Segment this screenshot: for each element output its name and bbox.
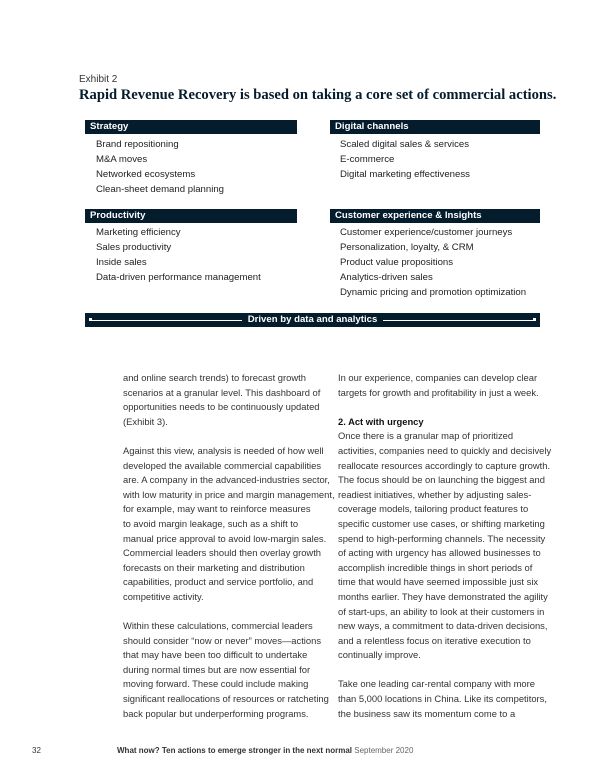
text-line: Within these calculations, commercial leaders [123, 620, 313, 632]
text-line: that may have been too difficult to undertake [123, 649, 308, 661]
group-item: Data-driven performance management [96, 272, 261, 283]
group-items-strategy [96, 137, 224, 197]
text-line: during normal times but are now essential for [123, 663, 311, 675]
paragraph [123, 619, 333, 721]
group-item: Clean-sheet demand planning [96, 184, 225, 195]
group-header-digital-channels: Digital channels [330, 120, 540, 134]
text-line: reallocate resources accordingly to capture growth. [338, 459, 551, 471]
group-item: Networked ecosystems [96, 169, 196, 180]
footer-citation [117, 746, 413, 755]
group-header-customer-experience: Customer experience & Insights [330, 209, 540, 223]
text-line: specific customer use cases, or shifting marketing [338, 517, 545, 529]
publication-date: September 2020 [354, 746, 414, 755]
text-line: continually improve. [338, 649, 421, 661]
text-line: In our experience, companies can develop clear [338, 372, 538, 383]
group-items-customer-experience [340, 225, 526, 300]
paragraph [338, 677, 548, 721]
exhibit-label: Exhibit 2 [79, 74, 118, 85]
group-item: Scaled digital sales & services [340, 139, 470, 150]
text-line: with low maturity in price and margin management, [123, 488, 335, 500]
text-line: readiest initiatives, whether by adjusting sales- [338, 488, 532, 500]
group-item: Marketing efficiency [96, 227, 181, 238]
paragraph [338, 415, 552, 663]
section-heading: 2. Act with urgency [338, 415, 424, 427]
text-line: activities, companies need to quickly and decisively [338, 444, 552, 456]
group-item: Inside sales [96, 257, 147, 268]
text-line: of acting with urgency has allowed businesses to [338, 547, 541, 559]
text-line: time that would have seemed impossible just six [338, 576, 539, 588]
text-line: are. A company in the advanced-industries sector, [123, 474, 330, 486]
group-header-strategy: Strategy [85, 120, 297, 134]
text-line: and a relentless focus on iterative execution to [338, 634, 531, 646]
text-line: for example, may want to reinforce measures [123, 503, 311, 515]
text-line: competitive activity. [123, 590, 204, 602]
group-item: Digital marketing effectiveness [340, 169, 470, 180]
group-item: Analytics-driven sales [340, 272, 433, 283]
group-item: Customer experience/customer journeys [340, 227, 513, 238]
text-line: (Exhibit 3). [123, 415, 168, 427]
body-column-right [338, 371, 552, 736]
text-line: should consider “now or never” moves—actions [123, 634, 322, 646]
group-item: Sales productivity [96, 242, 172, 253]
paragraph [338, 371, 548, 400]
paragraph [123, 444, 333, 605]
text-line: than 5,000 locations in China. Like its competitors, [338, 693, 547, 705]
text-line: Once there is a granular map of prioritized [338, 430, 514, 442]
group-header-productivity: Productivity [85, 209, 297, 223]
page-number: 32 [32, 746, 41, 755]
text-line: coverage models, tailoring product features to [338, 503, 529, 515]
text-line: developed the available commercial capabilities [123, 459, 322, 471]
text-line: new ways, a commitment to data-driven decisions, [338, 620, 548, 632]
text-line: moving forward. These could include making [123, 678, 309, 690]
group-items-digital-channels [340, 137, 470, 182]
group-item: Product value propositions [340, 257, 454, 268]
text-line: of start-ups, an ability to look at their customers in [338, 605, 545, 617]
paragraph [123, 371, 333, 429]
text-line: the business saw its momentum come to a [338, 707, 516, 719]
text-line: opportunities needs to be continuously updated [123, 401, 320, 413]
text-line: accomplish incredible things in short periods of [338, 561, 533, 573]
text-line: back popular but underperforming programs. [123, 707, 309, 719]
text-line: and online search trends) to forecast growth [123, 372, 306, 383]
text-line: capabilities, product and service portfolio, and [123, 576, 314, 588]
foundation-label: Driven by data and analytics [242, 314, 384, 325]
group-items-productivity [96, 225, 261, 285]
text-line: forecasts on their marketing and distribution [123, 561, 305, 573]
group-item: Dynamic pricing and promotion optimization [340, 287, 527, 298]
text-line: scenarios at a granular level. This dashboard of [123, 386, 321, 398]
text-line: Take one leading car-rental company with more [338, 678, 535, 690]
publication-title: What now? Ten actions to emerge stronger in the next normal [117, 746, 352, 755]
text-line: targets for growth and profitability in just a week. [338, 386, 539, 398]
text-line: months earlier. They have demonstrated the agility [338, 590, 548, 602]
text-line: manual price approval to avoid low-margin sales. [123, 532, 327, 544]
body-column-left [123, 371, 333, 736]
exhibit-title: Rapid Revenue Recovery is based on taking a core set of commercial actions. [79, 87, 557, 103]
text-line: to avoid margin leakage, such as a shift to [123, 517, 299, 529]
group-item: Personalization, loyalty, & CRM [340, 242, 474, 253]
text-line: The focus should be on launching the biggest and [338, 474, 545, 486]
text-line: Commercial leaders should then overlay growth [123, 547, 322, 559]
group-item: M&A moves [96, 154, 148, 165]
group-item: Brand repositioning [96, 139, 179, 150]
foundation-bar [85, 313, 540, 327]
group-item: E-commerce [340, 154, 395, 165]
text-line: Against this view, analysis is needed of how well [123, 444, 324, 456]
text-line: spend to high-performing channels. The necessity [338, 532, 546, 544]
text-line: significant reallocations of resources or ratcheting [123, 693, 329, 705]
